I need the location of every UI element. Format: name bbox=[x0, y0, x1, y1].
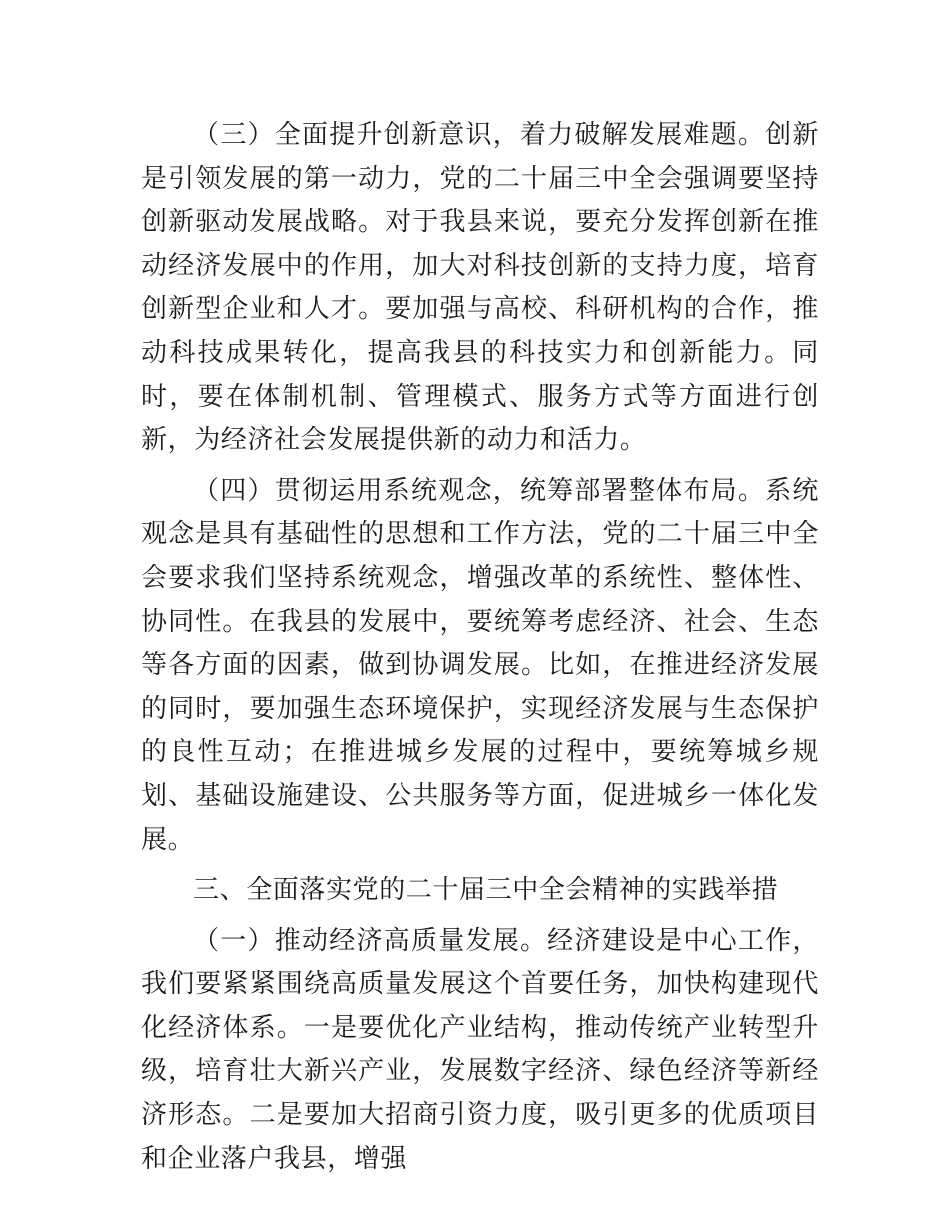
section-heading-practice-measures: 三、全面落实党的二十届三中全会精神的实践举措 bbox=[193, 875, 779, 906]
paragraph-system-concept: （四）贯彻运用系统观念，统筹部署整体布局。系统观念是具有基础性的思想和工作方法，党的二十届三中全会要求我们坚持系统观念，增强改革的系统性、整体性、协同性。在我县的发展中，要统筹考虑经济、社会、生态等各方面的因素，做到协调发展。比如，在推进经济发展的同时，要加强生态环境保护，实现经济发展与生态保护的良性互动；在推进城乡发展的过程中，要统筹城乡规划、基础设施建设、公共服务等方面，促进城乡一体化发展。 bbox=[141, 475, 819, 855]
paragraph-economic-development: （一）推动经济高质量发展。经济建设是中心工作，我们要紧紧围绕高质量发展这个首要任务，加快构建现代化经济体系。一是要优化产业结构，推动传统产业转型升级，培育壮大新兴产业，发展数字经济、绿色经济等新经济形态。二是要加大招商引资力度，吸引更多的优质项目和企业落户我县，增强 bbox=[141, 925, 819, 1174]
document-body bbox=[141, 114, 819, 1188]
paragraph-innovation: （三）全面提升创新意识，着力破解发展难题。创新是引领发展的第一动力，党的二十届三中全会强调要坚持创新驱动发展战略。对于我县来说，要充分发挥创新在推动经济发展中的作用，加大对科技创新的支持力度，培育创新型企业和人才。要加强与高校、科研机构的合作，推动科技成果转化，提高我县的科技实力和创新能力。同时，要在体制机制、管理模式、服务方式等方面进行创新，为经济社会发展提供新的动力和活力。 bbox=[141, 120, 819, 456]
